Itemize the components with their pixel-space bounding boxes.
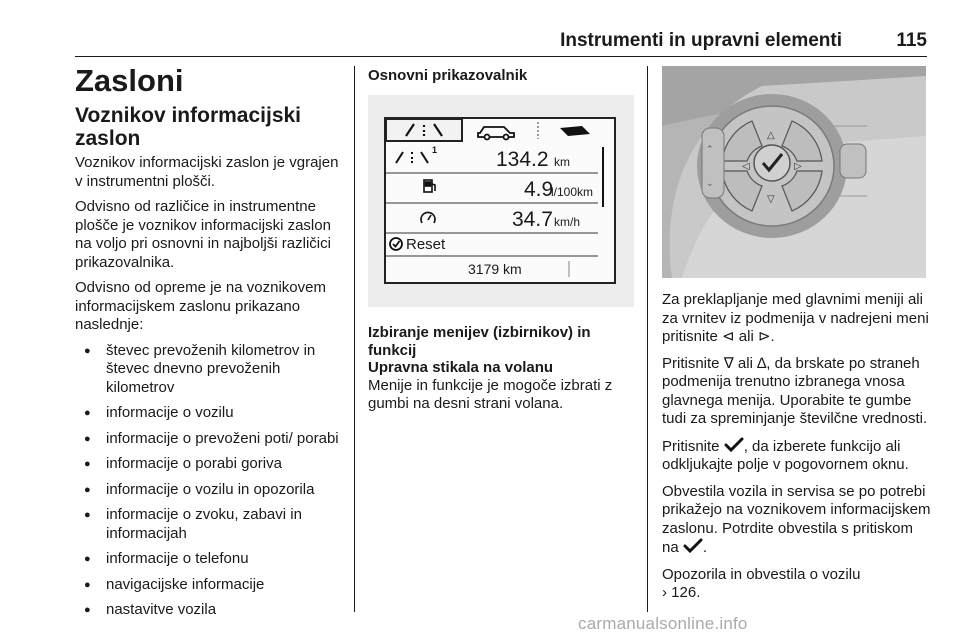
- list-item: ● informacije o vozilu: [75, 404, 347, 423]
- checkmark-icon: [724, 437, 744, 453]
- page-number: 115: [896, 30, 927, 51]
- svg-text:▷: ▷: [794, 161, 802, 172]
- page-reference[interactable]: 126.: [671, 584, 701, 601]
- paragraph: Menije in funkcije je mogoče izbrati z gumbi na desni strani volana.: [368, 376, 613, 412]
- section-heading: Osnovni prikazovalnik: [368, 67, 528, 84]
- svg-text:◁: ◁: [742, 161, 750, 172]
- text-run: Obvestila vozila in servisa se po potrebi prikažejo na voznikovem informacijskem zaslonu. Potrdite obvestila s pritiskom na: [662, 482, 931, 556]
- average-speed-value: 34.7: [512, 208, 553, 231]
- text-run: ali: [738, 328, 754, 345]
- svg-text:⌃: ⌃: [706, 145, 714, 155]
- paragraph: Odvisno od opreme je na voznikovem informacijskem zaslonu prikazano naslednje:: [75, 279, 326, 333]
- steering-wheel-illustration: [662, 66, 926, 278]
- column-2: [368, 60, 634, 85]
- list-item: ● informacije o telefonu: [75, 550, 347, 569]
- section-heading: Voznikov informacijski zaslon: [75, 104, 302, 150]
- paragraph: Odvisno od različice in instrumentne plošče je voznikov informacijski zaslon na voljo pri osnovni in najboljši različici prikazovalnika.: [75, 198, 331, 271]
- check-circle-icon: [390, 238, 402, 250]
- paragraph: [662, 291, 932, 347]
- text-run: , da izberete funkcijo ali odkljukajte polje v pogovornem oknu.: [662, 437, 909, 473]
- basic-display-illustration: [368, 95, 634, 307]
- text-run: Za preklapljanje med glavnimi meniji ali za vrnitev iz podmenija v nadrejeni meni pritisnite: [662, 291, 929, 345]
- list-item: ● informacije o porabi goriva: [75, 455, 347, 474]
- eco-tab-icon: [560, 126, 590, 136]
- svg-text:▽: ▽: [767, 194, 775, 205]
- sub-heading: Izbiranje menijev (izbirnikov) in funkcij: [368, 324, 591, 359]
- paragraph: [662, 566, 932, 603]
- list-item: ● informacije o prevoženi poti/ porabi: [75, 430, 347, 449]
- fuel-consumption-icon: [424, 180, 435, 192]
- svg-text:⌄: ⌄: [706, 179, 714, 189]
- text-run: ali: [737, 354, 753, 372]
- paragraph: Voznikov informacijski zaslon je vgrajen v instrumentni plošči.: [75, 154, 339, 190]
- right-rocker: [840, 144, 866, 178]
- steering-wheel-graphics: [662, 66, 926, 278]
- bullet-list: [75, 342, 347, 620]
- right-triangle-icon: ⊳: [757, 328, 771, 345]
- text-run: Opozorila in obvestila o vozilu: [662, 565, 861, 583]
- header-rule: [75, 56, 927, 57]
- sub-heading-2: Upravna stikala na volanu: [368, 359, 554, 376]
- reset-label: Reset: [406, 236, 446, 253]
- fuel-consumption-unit: l/100km: [551, 185, 594, 199]
- display-graphics: [386, 119, 614, 282]
- trip-distance-unit: km: [554, 155, 570, 169]
- paragraph: [662, 355, 932, 429]
- column-divider-1: [354, 66, 355, 612]
- fuel-consumption-value: 4.9: [524, 178, 554, 201]
- watermark: carmanualsonline.info: [578, 614, 748, 633]
- ok-button: [754, 145, 790, 181]
- down-triangle-icon: ∇: [723, 354, 734, 372]
- trip-superscript: 1: [432, 145, 438, 155]
- text-run: Pritisnite: [662, 354, 720, 372]
- trip-row-icon: [396, 152, 428, 163]
- car-tab-icon: [478, 127, 514, 140]
- column-3-text: [662, 291, 932, 603]
- list-item: ● informacije o zvoku, zabavi in informacijah: [75, 506, 347, 543]
- chapter-title: Zasloni: [75, 63, 184, 98]
- text-run: .: [770, 328, 775, 345]
- trip-distance-value: 134.2: [496, 148, 549, 171]
- list-item: ● informacije o vozilu in opozorila: [75, 481, 347, 500]
- section-title: Instrumenti in upravni elementi: [560, 30, 842, 51]
- text-run: Pritisnite: [662, 437, 720, 455]
- page-reference-icon: ›: [662, 584, 667, 601]
- column-divider-2: [647, 66, 648, 612]
- checkmark-icon: [683, 538, 703, 554]
- page-header: [0, 0, 960, 62]
- up-triangle-icon: ∆: [757, 354, 767, 372]
- column-2-text: [368, 324, 636, 413]
- list-item: ● navigacijske informacije: [75, 576, 347, 595]
- list-item: ● nastavitve vozila: [75, 601, 347, 620]
- display-screen: [384, 117, 616, 284]
- average-speed-icon: [421, 212, 435, 223]
- svg-text:△: △: [767, 130, 775, 141]
- column-1: [75, 60, 347, 620]
- list-item: ● števec prevoženih kilometrov in števec dnevno prevoženih kilometrov: [75, 342, 347, 398]
- average-speed-unit: km/h: [554, 215, 581, 229]
- text-run: .: [702, 539, 708, 556]
- paragraph: [662, 483, 932, 558]
- odometer-value: 3179 km: [468, 261, 522, 277]
- left-triangle-icon: ⊲: [722, 328, 735, 345]
- paragraph: [662, 437, 932, 475]
- text-run: , da brskate po straneh podmenija trenutno izbranega vnosa glavnega menija. Uporabite te gumbe tudi za spreminjanje številčne vrednosti.: [662, 354, 928, 427]
